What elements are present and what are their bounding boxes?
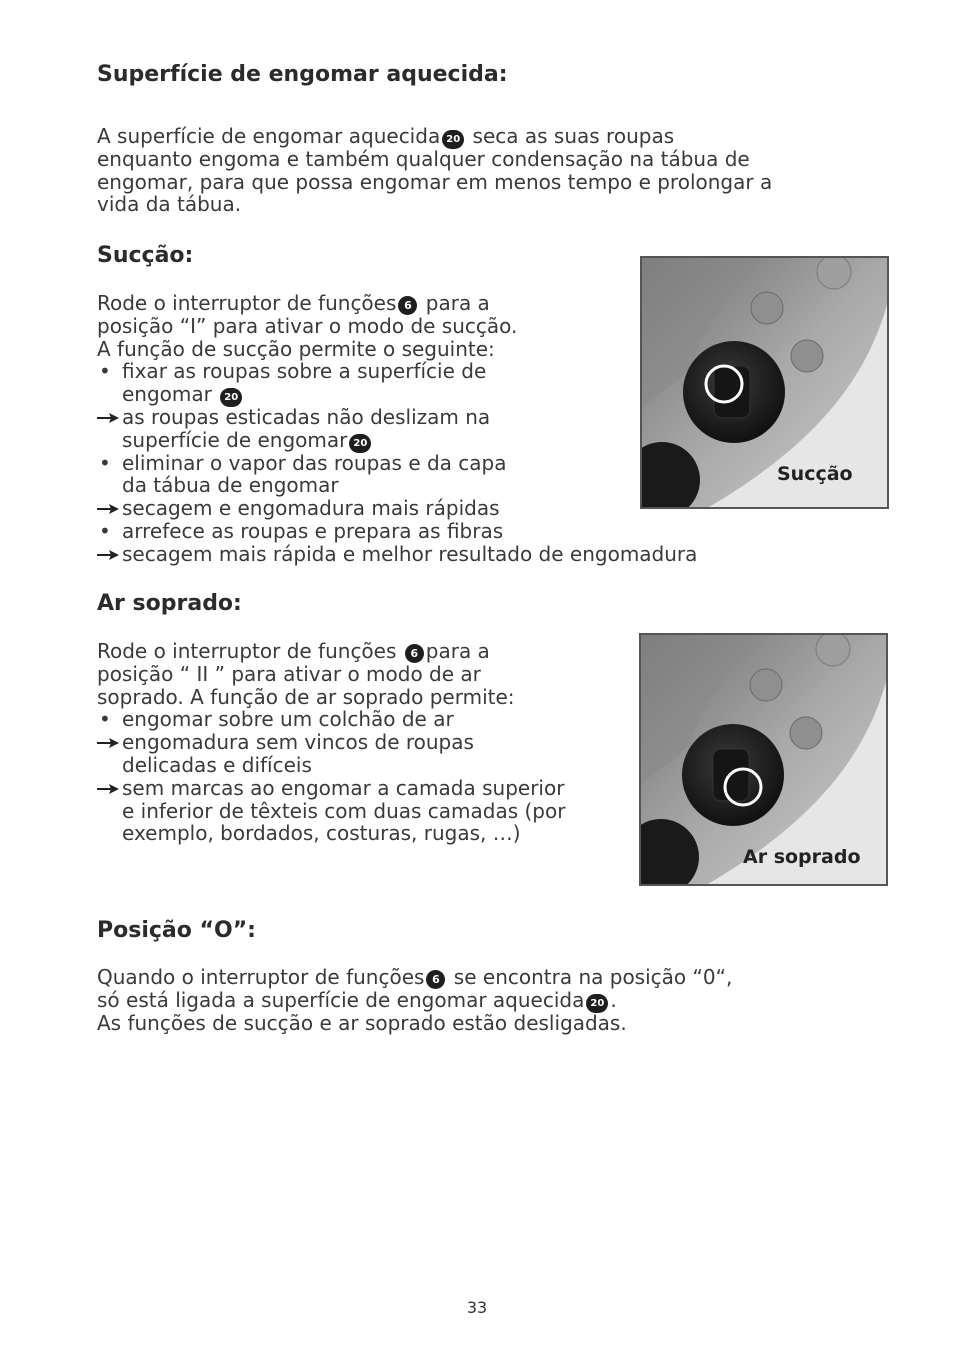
text: A superfície de engomar aquecida (97, 124, 441, 148)
text: Rode o interruptor de funções (97, 291, 397, 315)
text-line (97, 125, 772, 148)
text-line (97, 315, 697, 338)
text: superfície de engomar (122, 427, 348, 452)
text: soprado. A função de ar soprado permite: (97, 684, 515, 709)
text: delicadas e difíceis (122, 752, 312, 777)
reference-number-badge: 20 (442, 130, 464, 149)
text-line (97, 1012, 732, 1035)
text: secagem e engomadura mais rápidas (122, 496, 500, 521)
text: fixar as roupas sobre a superfície de (122, 359, 487, 384)
text: engomar, para que possa engomar em menos tempo e prolongar a (97, 169, 773, 194)
heading-suction: Sucção: (97, 243, 194, 268)
text: engomadura sem vincos de roupas (122, 730, 474, 755)
text-line (97, 338, 697, 361)
text: secagem mais rápida e melhor resultado de engomadura (122, 541, 698, 566)
text: vida da tábua. (97, 192, 242, 217)
reference-number-badge: 20 (349, 434, 371, 453)
list-item (97, 406, 697, 429)
text: só está ligada a superfície de engomar aquecida (97, 987, 585, 1012)
text-line (97, 754, 565, 777)
page-number: 33 (466, 1298, 488, 1317)
list-item (97, 497, 697, 520)
paragraph-heated-surface (97, 125, 772, 216)
text: arrefece as roupas e prepara as fibras (122, 518, 504, 543)
bullet-icon: • (99, 359, 111, 384)
text: posição “I” para ativar o modo de sucção. (97, 313, 518, 338)
reference-number-badge: 20 (586, 994, 608, 1013)
bullet-icon: • (99, 707, 111, 732)
text-line (97, 663, 565, 686)
list-item (97, 520, 697, 543)
heading-position-o: Posição “O”: (97, 918, 256, 943)
paragraph-position-o (97, 966, 732, 1034)
paragraph-suction (97, 292, 697, 566)
text-line (97, 989, 732, 1012)
text-line (97, 800, 565, 823)
reference-number-badge: 6 (405, 644, 424, 663)
text-line (97, 474, 697, 497)
list-item (97, 360, 697, 383)
arrow-right-icon (97, 737, 119, 749)
text: para a (419, 291, 490, 315)
bullet-icon: • (99, 518, 111, 543)
text-line (97, 148, 772, 171)
text: eliminar o vapor das roupas e da capa (122, 450, 507, 475)
text: Rode o interruptor de funções (97, 639, 403, 663)
caption-suction: Sucção (777, 463, 853, 485)
text: . (610, 987, 617, 1012)
text-line (97, 686, 565, 709)
text: engomar (122, 382, 219, 407)
text: engomar sobre um colchão de ar (122, 707, 454, 732)
arrow-right-icon (97, 503, 119, 515)
heading-heated-surface: Superfície de engomar aquecida: (97, 62, 508, 87)
text: exemplo, bordados, costuras, rugas, …) (122, 821, 521, 846)
list-item (97, 543, 697, 566)
text: sem marcas ao engomar a camada superior (122, 775, 565, 800)
reference-number-badge: 6 (426, 970, 445, 989)
arrow-right-icon (97, 783, 119, 795)
text: para a (425, 639, 490, 663)
text-line (97, 429, 697, 452)
reference-number-badge: 6 (398, 296, 417, 315)
text-line (97, 193, 772, 216)
paragraph-blown-air (97, 640, 565, 845)
reference-number-badge: 20 (220, 388, 242, 407)
text: enquanto engoma e também qualquer condensação na tábua de (97, 146, 750, 171)
text: A função de sucção permite o seguinte: (97, 336, 495, 361)
photo-suction-switch (640, 256, 889, 509)
text-line (97, 822, 565, 845)
text: se encontra na posição “0“, (447, 965, 733, 989)
list-item (97, 708, 565, 731)
text-line (97, 966, 732, 989)
arrow-right-icon (97, 549, 119, 561)
text-line (97, 383, 697, 406)
text: as roupas esticadas não deslizam na (122, 404, 491, 429)
text: seca as suas roupas (466, 124, 675, 148)
photo-blown-air-switch (639, 633, 888, 886)
text: da tábua de engomar (122, 473, 339, 498)
text: As funções de sucção e ar soprado estão desligadas. (97, 1010, 627, 1035)
list-item (97, 452, 697, 475)
text-line (97, 292, 697, 315)
arrow-right-icon (97, 412, 119, 424)
text: posição “ II ” para ativar o modo de ar (97, 661, 481, 686)
list-item (97, 777, 565, 800)
text-line (97, 171, 772, 194)
heading-blown-air: Ar soprado: (97, 591, 242, 616)
text: Quando o interruptor de funções (97, 965, 425, 989)
text: e inferior de têxteis com duas camadas (por (122, 798, 566, 823)
text-line (97, 640, 565, 663)
caption-blown-air: Ar soprado (743, 846, 861, 868)
list-item (97, 731, 565, 754)
bullet-icon: • (99, 450, 111, 475)
